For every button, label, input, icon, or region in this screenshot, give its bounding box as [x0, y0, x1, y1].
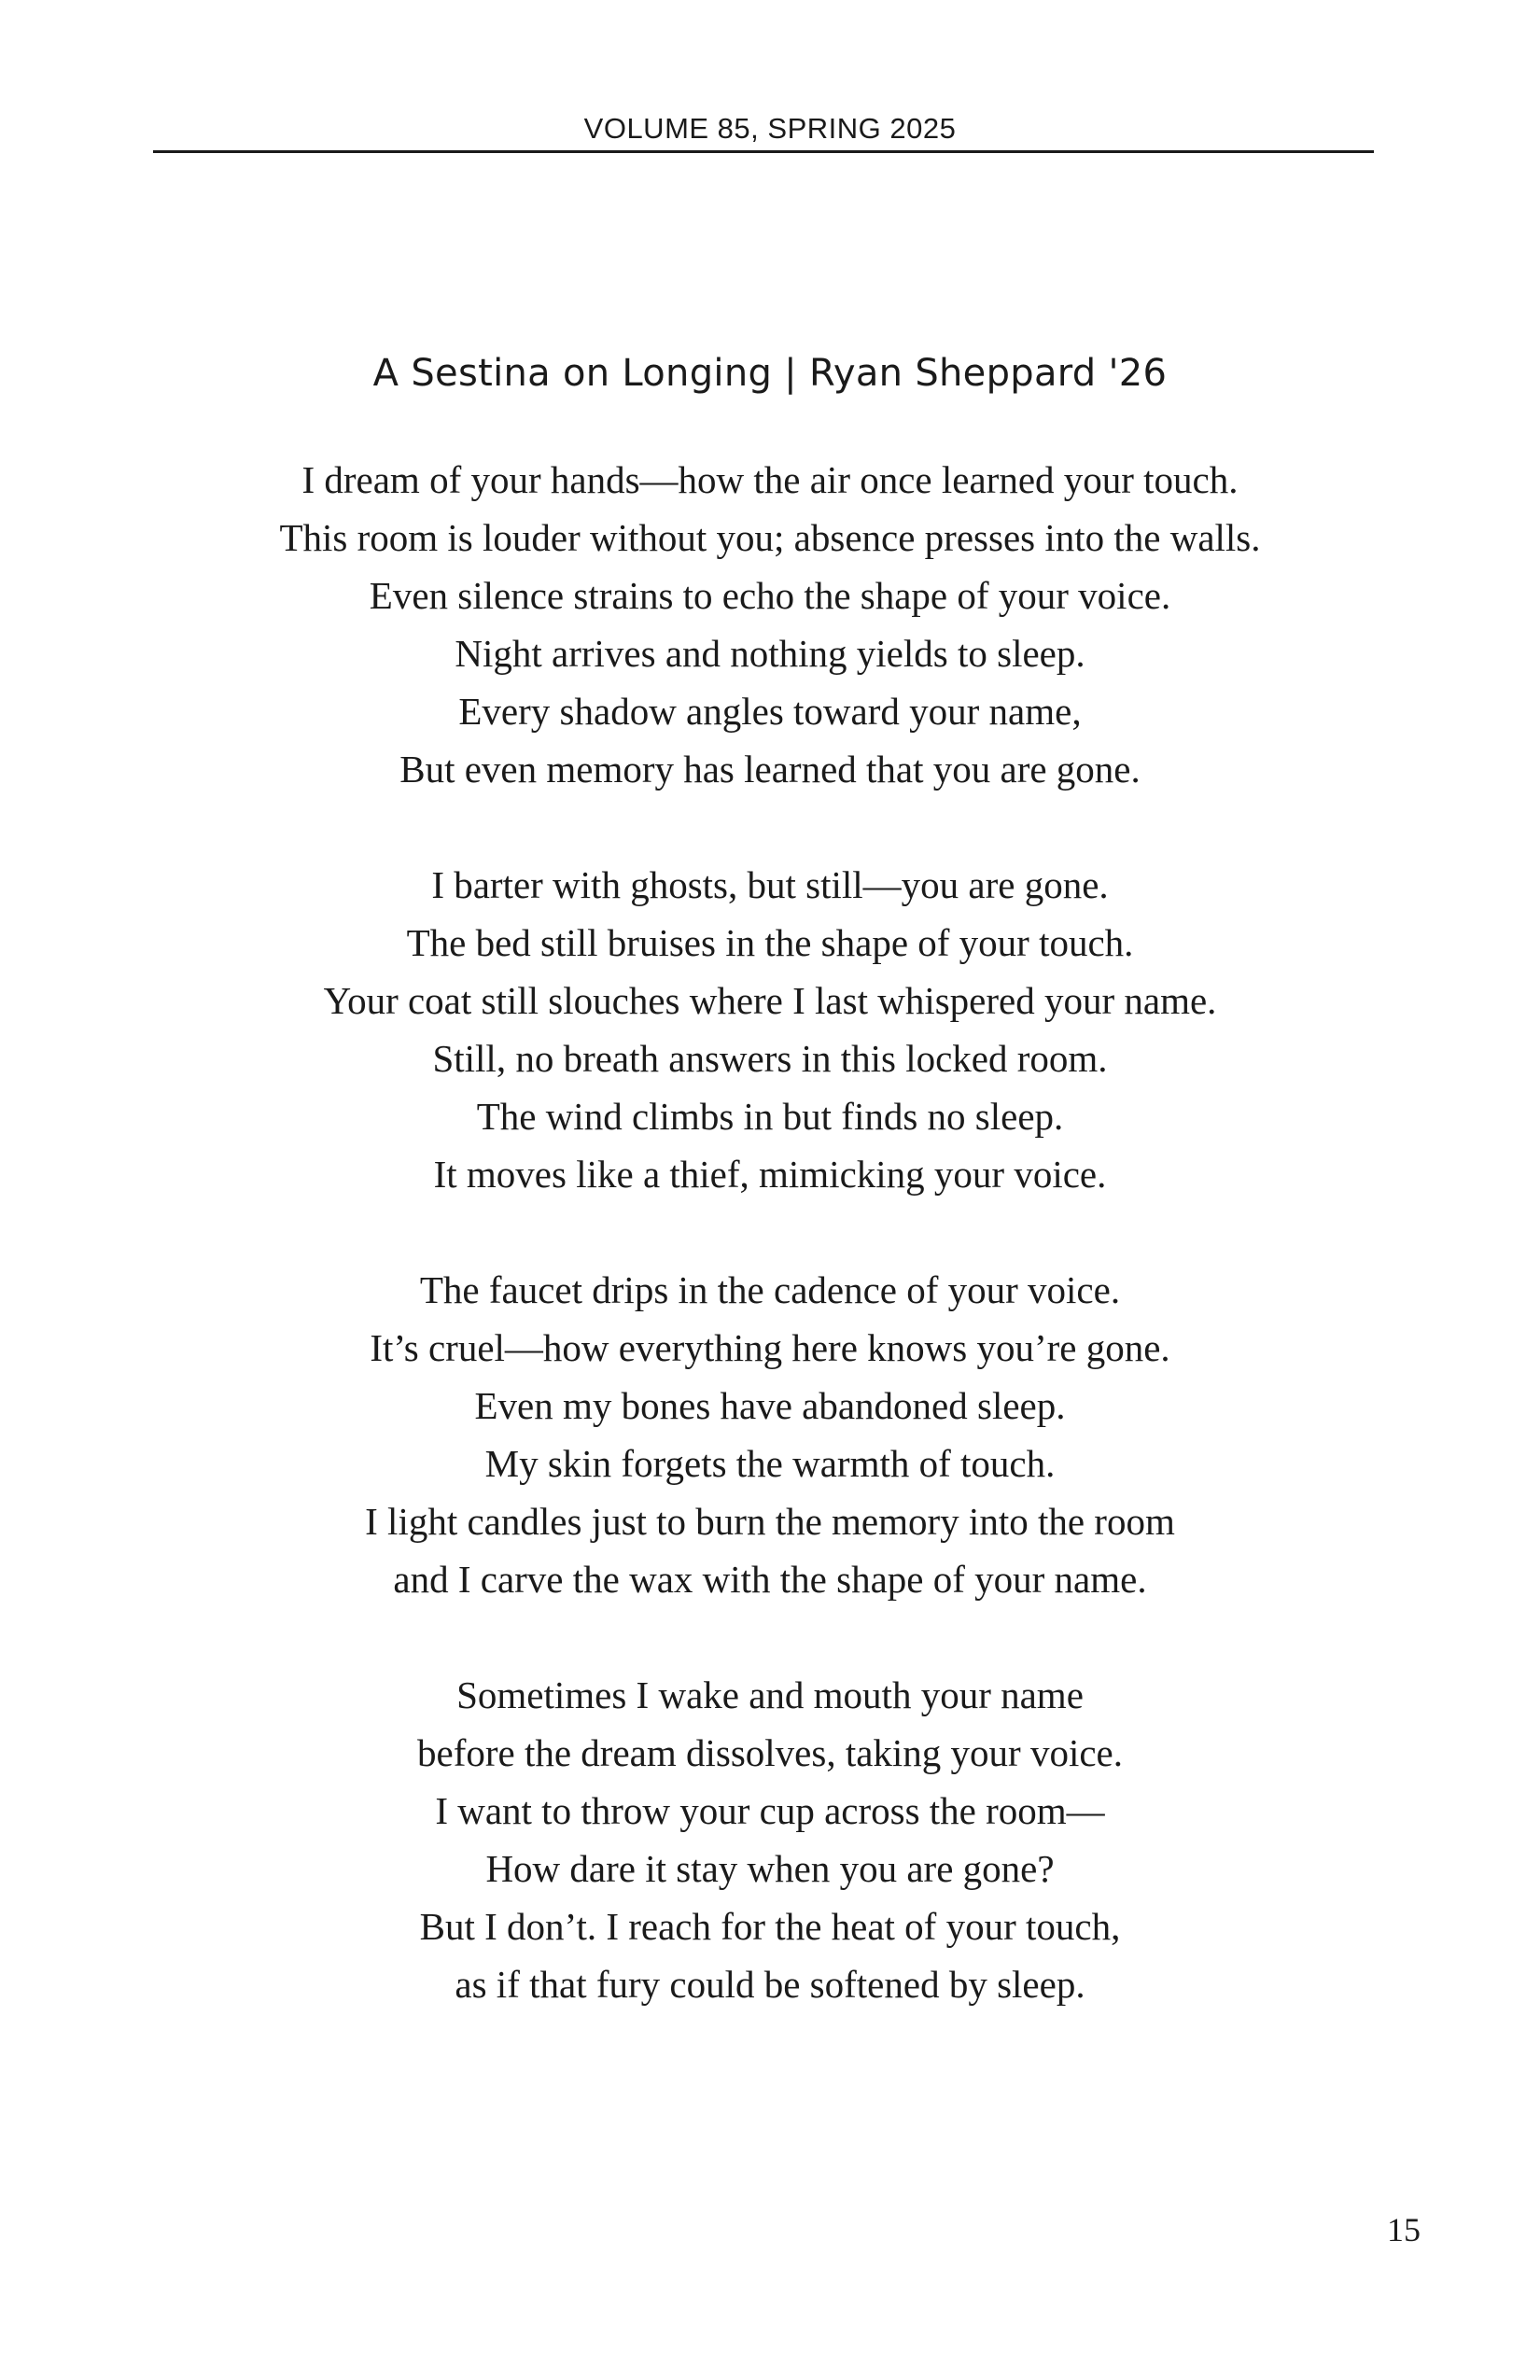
- poem-line: My skin forgets the warmth of touch.: [484, 1442, 1056, 1485]
- header-rule: [153, 150, 1374, 153]
- stanza-2: [0, 856, 1540, 1203]
- poem-line: and I carve the wax with the shape of your name.: [393, 1558, 1147, 1601]
- poem-line: The wind climbs in but finds no sleep.: [476, 1095, 1064, 1138]
- poem-line: But even memory has learned that you are gone.: [399, 748, 1141, 791]
- poem-line: How dare it stay when you are gone?: [485, 1847, 1055, 1890]
- poem-line: But I don’t. I reach for the heat of your touch,: [419, 1905, 1121, 1948]
- poem-line: Every shadow angles toward your name,: [458, 690, 1082, 733]
- stanza-1: [0, 451, 1540, 798]
- poem-line: before the dream dissolves, taking your voice.: [417, 1731, 1123, 1774]
- poem-line: This room is louder without you; absence presses into the walls.: [279, 516, 1261, 559]
- poem-line: I want to throw your cup across the room—: [435, 1789, 1105, 1832]
- poem-line: It’s cruel—how everything here knows you’re gone.: [370, 1326, 1170, 1369]
- poem-line: Sometimes I wake and mouth your name: [456, 1673, 1084, 1716]
- poem-line: as if that fury could be softened by sleep.: [455, 1963, 1085, 2006]
- poem-title: A Sestina on Longing | Ryan Sheppard '26: [372, 352, 1168, 395]
- poem-line: Even silence strains to echo the shape of your voice.: [369, 574, 1171, 617]
- poem-line: Night arrives and nothing yields to sleep.: [455, 632, 1085, 675]
- poem-line: I light candles just to burn the memory into the room: [365, 1500, 1175, 1543]
- poem-line: Still, no breath answers in this locked room.: [432, 1037, 1108, 1080]
- poem-line: It moves like a thief, mimicking your voice.: [433, 1153, 1107, 1196]
- poem-line: I barter with ghosts, but still—you are gone.: [431, 863, 1109, 906]
- stanza-3: [0, 1261, 1540, 1608]
- poem-line: The bed still bruises in the shape of your touch.: [406, 921, 1134, 964]
- stanza-4: [0, 1666, 1540, 2013]
- poem-line: I dream of your hands—how the air once learned your touch.: [301, 458, 1239, 501]
- running-header: VOLUME 85, SPRING 2025: [583, 112, 957, 145]
- poem-line: Even my bones have abandoned sleep.: [474, 1384, 1066, 1427]
- poem-body: [0, 451, 1540, 2071]
- page-number: 15: [1387, 2211, 1421, 2248]
- poem-line: Your coat still slouches where I last whispered your name.: [323, 979, 1217, 1022]
- poem-line: The faucet drips in the cadence of your voice.: [419, 1268, 1121, 1311]
